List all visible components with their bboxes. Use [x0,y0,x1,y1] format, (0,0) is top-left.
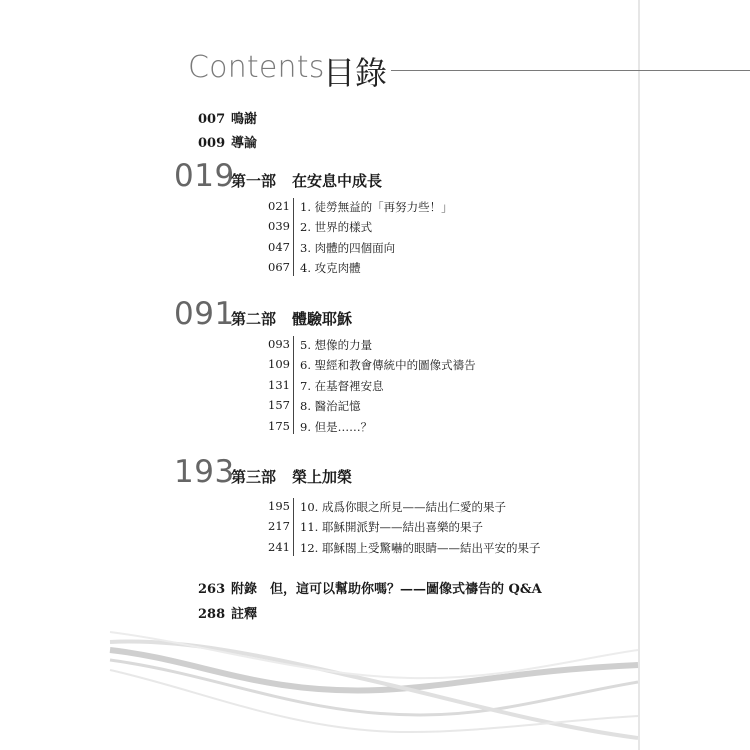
chapter-list-divider [293,498,294,556]
chapter-page-number: 067 [268,260,290,275]
toc-entry-introduction[interactable] [198,132,257,151]
part-label: 第二部 [231,310,277,328]
chapter-page-number: 195 [268,499,290,513]
chapter-page-number: 093 [268,337,290,351]
part-label: 第一部 [231,172,277,190]
title-rule-line [391,70,750,71]
title-english: Contents [188,50,325,85]
entry-page-number: 009 [198,136,226,151]
part-page-number: 193 [174,454,235,490]
chapter-page-number: 109 [268,357,290,372]
chapter-page-number: 021 [268,199,290,213]
chapter-title: 6. 聖經和教會傳統中的圖像式禱告 [300,358,476,373]
part-page-number: 091 [174,296,235,332]
chapter-list-divider [293,198,294,276]
entry-title: 鳴謝 [231,112,258,127]
chapter-title: 7. 在基督裡安息 [300,378,384,393]
chapter-page-number: 131 [268,377,290,392]
toc-entry-appendix[interactable] [198,578,542,597]
entry-title: 附錄 但，這可以幫助你嗎？——圖像式禱告的 Q&A [231,582,542,597]
entry-page-number: 007 [198,112,226,127]
chapter-page-number: 175 [268,418,290,433]
part-label: 第三部 [231,468,277,486]
chapter-title: 3. 肉體的四個面向 [300,240,396,255]
entry-page-number: 288 [198,607,226,622]
chapter-title: 1. 徒勞無益的「再努力些！」 [300,200,453,214]
part-page-number: 019 [174,158,235,194]
entry-page-number: 263 [198,582,226,597]
chapter-title: 8. 醫治記憶 [300,399,361,414]
chapter-list-divider [293,336,294,434]
decorative-wave-graphic [0,620,640,750]
title-chinese: 目錄 [323,54,388,92]
toc-entry-acknowledgements[interactable] [198,108,257,127]
chapter-title: 11. 耶穌開派對——結出喜樂的果子 [300,520,483,535]
chapter-page-number: 217 [268,519,290,534]
chapter-title: 2. 世界的樣式 [300,220,373,235]
part-name: 榮上加榮 [292,468,353,486]
chapter-page-number: 241 [268,539,290,554]
chapter-title: 5. 想像的力量 [300,338,373,352]
chapter-page-number: 047 [268,239,290,254]
chapter-title: 9. 但是……？ [300,419,373,434]
part-name: 體驗耶穌 [292,310,353,328]
chapter-title: 10. 成爲你眼之所見——結出仁愛的果子 [300,500,506,514]
part-name: 在安息中成長 [292,172,383,190]
chapter-page-number: 157 [268,398,290,413]
chapter-title: 12. 耶穌閤上受驚嚇的眼睛——結出平安的果子 [300,540,541,555]
chapter-title: 4. 攻克肉體 [300,261,361,276]
entry-title: 導論 [231,136,258,151]
chapter-page-number: 039 [268,219,290,234]
entry-title: 註釋 [231,607,258,622]
